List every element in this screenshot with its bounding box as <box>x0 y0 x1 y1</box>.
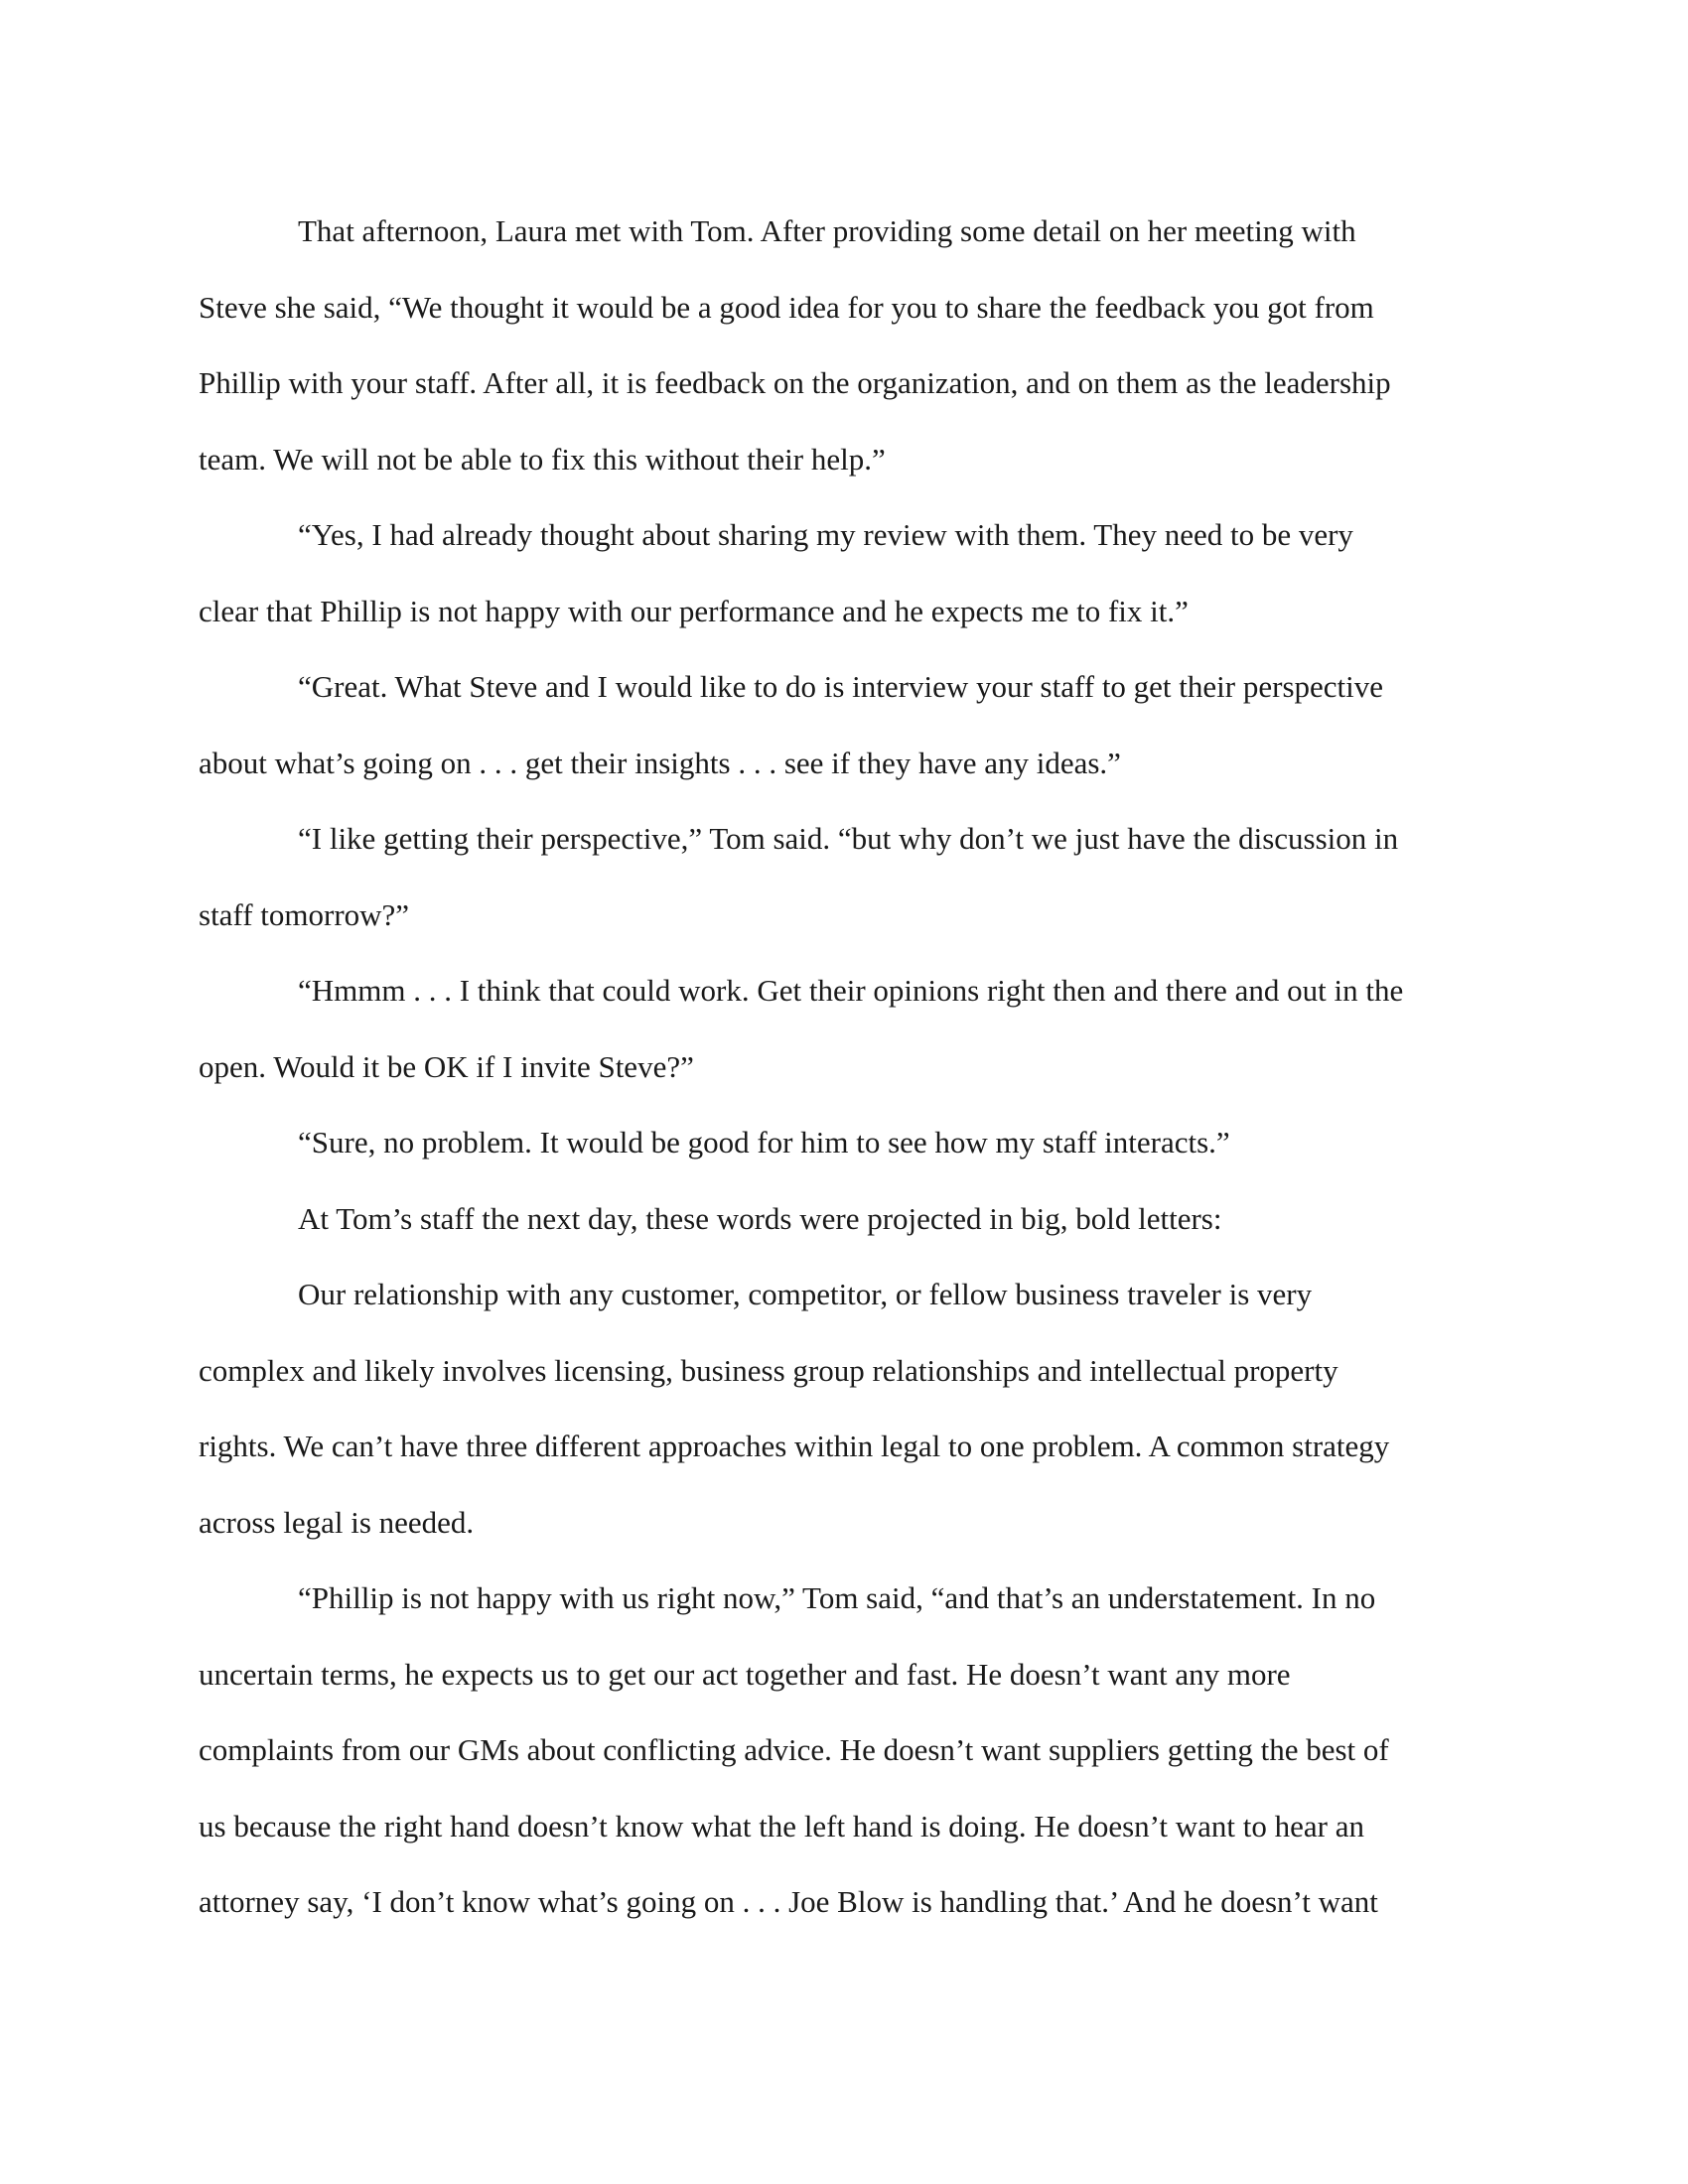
text-line: Our relationship with any customer, competitor, or fellow business traveler is very <box>298 1277 1313 1311</box>
text-line: complaints from our GMs about conflicting advice. He doesn’t want suppliers getting the best of <box>199 1732 1389 1767</box>
text-line: team. We will not be able to fix this without their help.” <box>199 441 886 477</box>
text-line: us because the right hand doesn’t know what the left hand is doing. He doesn’t want to hear an <box>199 1808 1364 1843</box>
text-line: open. Would it be OK if I invite Steve?” <box>199 1048 694 1084</box>
text-line: Steve she said, “We thought it would be a good idea for you to share the feedback you got from <box>199 289 1374 325</box>
text-line: “Sure, no problem. It would be good for him to see how my staff interacts.” <box>298 1125 1230 1160</box>
text-line: attorney say, ‘I don’t know what’s going on . . . Joe Blow is handling that.’ And he doesn’t want <box>199 1884 1378 1919</box>
text-line: about what’s going on . . . get their insights . . . see if they have any ideas.” <box>199 745 1121 780</box>
body-text <box>199 194 1489 1941</box>
paragraph <box>199 194 1489 497</box>
text-line: “Great. What Steve and I would like to do is interview your staff to get their perspective <box>298 669 1384 704</box>
paragraph <box>199 1561 1489 1941</box>
paragraph <box>199 497 1489 649</box>
text-line: rights. We can’t have three different approaches within legal to one problem. A common strategy <box>199 1429 1390 1463</box>
text-line: uncertain terms, he expects us to get our act together and fast. He doesn’t want any more <box>199 1656 1291 1692</box>
text-line: complex and likely involves licensing, business group relationships and intellectual property <box>199 1352 1338 1388</box>
text-line: “Phillip is not happy with us right now,” Tom said, “and that’s an understatement. In no <box>298 1580 1376 1615</box>
paragraph <box>199 953 1489 1105</box>
text-line: “I like getting their perspective,” Tom said. “but why don’t we just have the discussion in <box>298 821 1399 856</box>
text-line: staff tomorrow?” <box>199 896 410 932</box>
text-line: across legal is needed. <box>199 1504 475 1540</box>
paragraph <box>199 1181 1489 1258</box>
paragraph <box>199 801 1489 953</box>
text-line: “Yes, I had already thought about sharing my review with them. They need to be very <box>298 517 1353 552</box>
paragraph <box>199 1105 1489 1181</box>
text-line: “Hmmm . . . I think that could work. Get their opinions right then and there and out in the <box>298 973 1404 1008</box>
text-line: clear that Phillip is not happy with our performance and he expects me to fix it.” <box>199 593 1189 628</box>
text-line: At Tom’s staff the next day, these words were projected in big, bold letters: <box>298 1200 1222 1236</box>
paragraph <box>199 649 1489 801</box>
text-line: Phillip with your staff. After all, it is feedback on the organization, and on them as the leadership <box>199 365 1391 400</box>
projected-quote-paragraph <box>199 1257 1489 1561</box>
text-line: That afternoon, Laura met with Tom. After providing some detail on her meeting with <box>298 213 1356 248</box>
